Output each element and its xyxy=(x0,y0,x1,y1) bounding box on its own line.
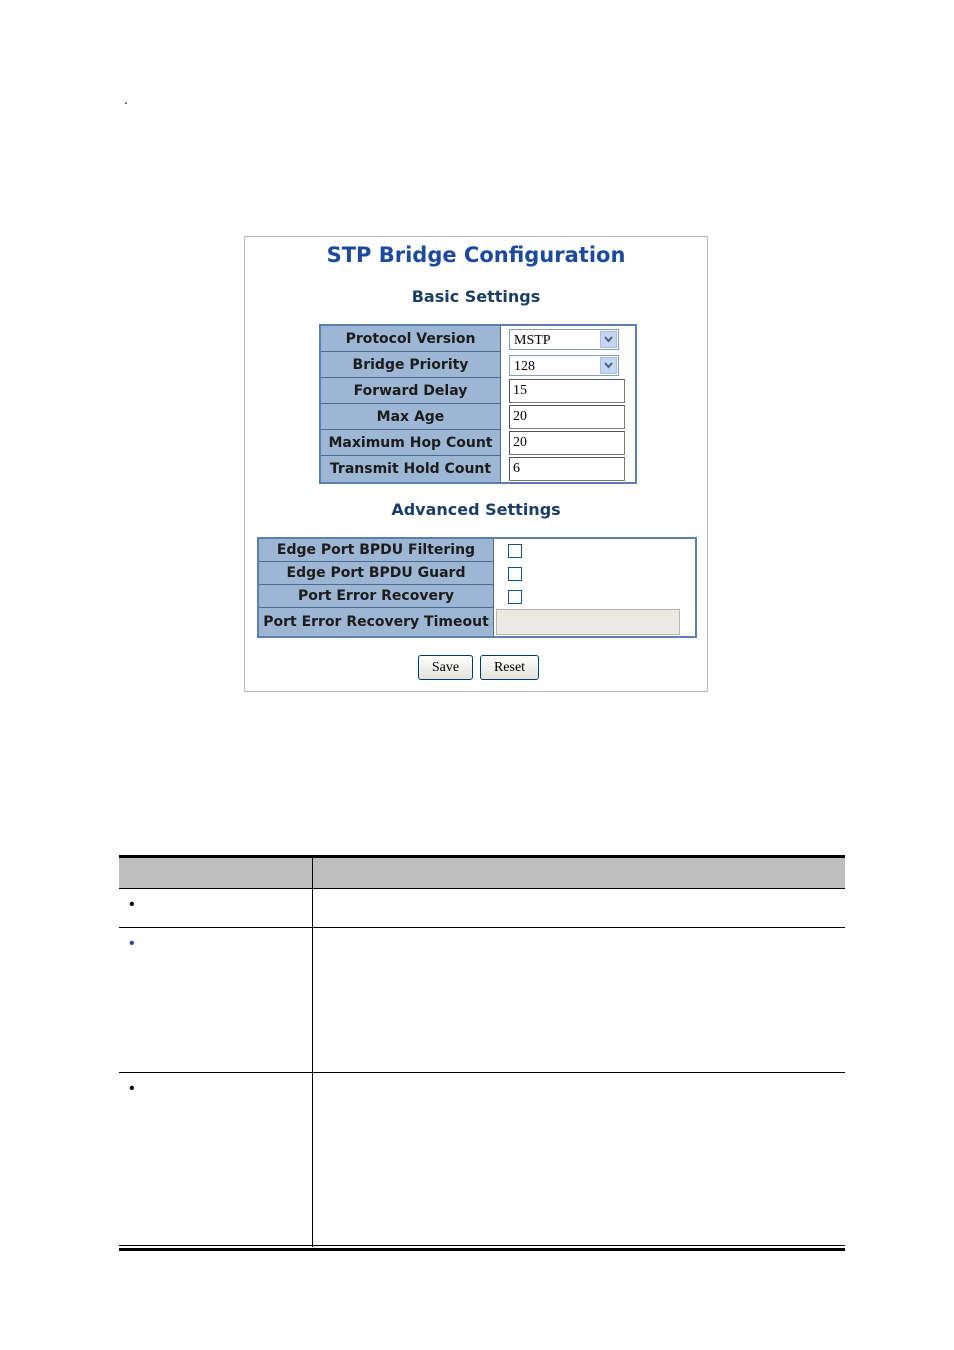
max-age-input[interactable]: 20 xyxy=(509,405,625,429)
leading-dot: . xyxy=(124,91,128,107)
max-age-label: Max Age xyxy=(321,404,501,430)
table-row-bullet: • xyxy=(129,896,135,913)
save-button[interactable]: Save xyxy=(418,655,473,680)
bpdu-filtering-label: Edge Port BPDU Filtering xyxy=(259,539,494,562)
advanced-settings-table xyxy=(257,537,697,638)
forward-delay-label: Forward Delay xyxy=(321,378,501,404)
protocol-version-value: MSTP xyxy=(514,332,551,348)
stp-bridge-config-screenshot xyxy=(244,236,708,692)
max-hop-count-input[interactable]: 20 xyxy=(509,431,625,455)
error-recovery-timeout-label: Port Error Recovery Timeout xyxy=(259,608,494,636)
basic-settings-heading: Basic Settings xyxy=(411,287,541,306)
error-recovery-label: Port Error Recovery xyxy=(259,585,494,608)
table-bottom-rule xyxy=(119,1248,845,1251)
error-recovery-timeout-input[interactable] xyxy=(496,609,680,635)
bridge-priority-label: Bridge Priority xyxy=(321,352,501,378)
basic-settings-table xyxy=(319,324,637,484)
transmit-hold-count-label: Transmit Hold Count xyxy=(321,456,501,482)
parameter-table xyxy=(119,855,845,1251)
table-row-bullet: • xyxy=(129,1080,135,1097)
bpdu-filtering-checkbox[interactable] xyxy=(508,544,522,558)
forward-delay-input[interactable]: 15 xyxy=(509,379,625,403)
row-divider xyxy=(119,888,845,889)
page-title: STP Bridge Configuration xyxy=(326,243,626,267)
table-bottom-rule-thin xyxy=(119,1245,845,1246)
column-divider xyxy=(312,858,313,1247)
table-header-row xyxy=(119,858,845,888)
protocol-version-select[interactable] xyxy=(509,329,619,350)
row-divider xyxy=(119,1072,845,1073)
advanced-settings-heading: Advanced Settings xyxy=(391,500,561,519)
chevron-down-icon xyxy=(600,331,617,348)
row-divider xyxy=(119,927,845,928)
bpdu-guard-checkbox[interactable] xyxy=(508,567,522,581)
table-row-bullet: • xyxy=(129,935,135,952)
bridge-priority-value: 128 xyxy=(514,358,535,374)
protocol-version-label: Protocol Version xyxy=(321,326,501,352)
reset-button[interactable]: Reset xyxy=(480,655,539,680)
chevron-down-icon xyxy=(600,357,617,374)
bridge-priority-select[interactable] xyxy=(509,355,619,376)
max-hop-count-label: Maximum Hop Count xyxy=(321,430,501,456)
error-recovery-checkbox[interactable] xyxy=(508,590,522,604)
transmit-hold-count-input[interactable]: 6 xyxy=(509,457,625,481)
bpdu-guard-label: Edge Port BPDU Guard xyxy=(259,562,494,585)
